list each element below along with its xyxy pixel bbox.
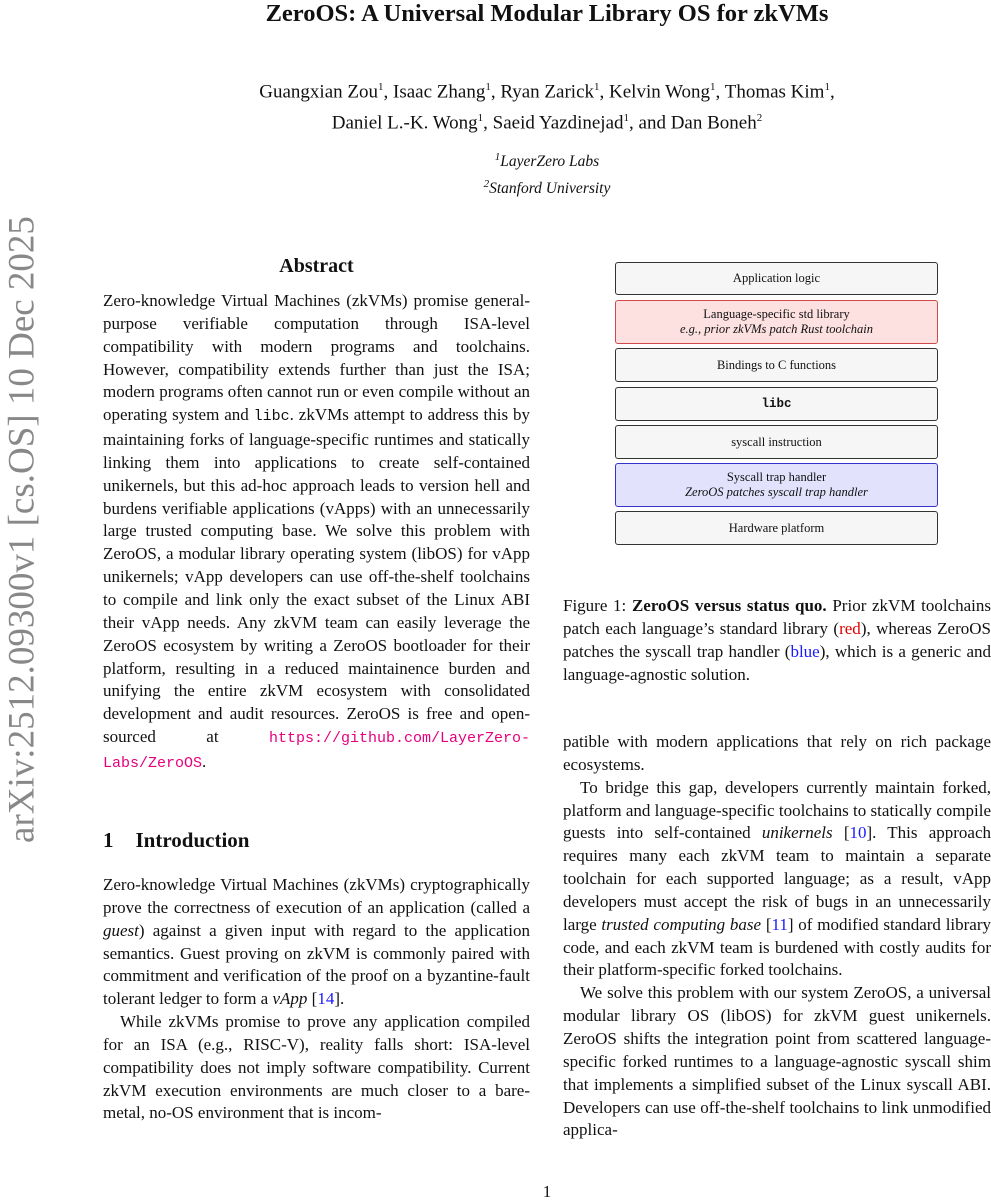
layer-label: Bindings to C functions bbox=[716, 357, 837, 372]
layer-note: ZeroOS patches syscall trap handler bbox=[685, 485, 868, 499]
affiliation-name: LayerZero Labs bbox=[500, 153, 600, 171]
affiliation-marker: 2 bbox=[756, 112, 763, 125]
affiliation-marker: 1 bbox=[623, 112, 630, 125]
layer-label: syscall instruction bbox=[731, 434, 822, 449]
layer-label: libc bbox=[761, 396, 792, 411]
abstract-text bbox=[103, 290, 530, 776]
paragraph: We solve this problem with our system ZeroOS, a universal modular library OS (libOS) for zkVM guest unikernels. ZeroOS shifts the integration point from scattered language-specific forked runtimes to a language-agnostic syscall shim that implements a simplified subset of the Linux syscall ABI. Developers can use off-the-shelf toolchains to link unmodified applica- bbox=[563, 983, 991, 1140]
paragraph: Zero-knowledge Virtual Machines (zkVMs) promise general-purpose verifiable computation through ISA-level compatibility with modern programs and toolchains. However, compatibility extends further than just the ISA; modern programs often cannot run or even compile without an operating system and libc. zkVMs attempt to address this by maintaining forks of language-specific runtimes and statically linking them into applications to create self-contained unikernels, but this ad-hoc approach leads to version hell and burdens verifiable applications (vApps) with an unnecessarily large trusted computing base. We solve this problem with ZeroOS, a modular library operating system (libOS) for vApp unikernels; vApp developers can use off-the-shelf toolchains to compile and link only the exact subset of the Linux ABI their vApp needs. Any zkVM team can easily leverage the ZeroOS ecosystem by writing a ZeroOS bootloader for their platform, resulting in a reduced maintainence burden and unifying the entire zkVM ecosystem with consolidated development and audit resources. ZeroOS is free and open-sourced at https://github.com/LayerZero-Labs/ZeroOS. bbox=[103, 291, 530, 772]
stack-layer bbox=[615, 463, 938, 507]
abstract-heading: Abstract bbox=[279, 255, 354, 277]
paragraph: patible with modern applications that rely on rich package ecosystems. bbox=[563, 732, 991, 774]
paragraph: To bridge this gap, developers currently maintain forked, platform and language-specific toolchains to statically compile guests into self-contained unikernels [10]. This approach requires many each zkVM team to maintain a separate toolchain for each supported language; as a result, vApp developers must accept the risk of bugs in an unnecessarily large trusted computing base [11] of modified standard library code, and each zkVM team is burdened with costly audits for their platform-specific forked toolchains. bbox=[563, 777, 991, 980]
affiliation-marker: 1 bbox=[378, 81, 384, 93]
citation-link[interactable]: 11 bbox=[771, 914, 788, 934]
stack-layer bbox=[615, 348, 938, 382]
section-number: 1 bbox=[103, 828, 114, 852]
colored-text: red bbox=[839, 618, 861, 638]
author-name: Thomas Kim bbox=[724, 81, 825, 103]
author-name: Isaac Zhang bbox=[393, 81, 486, 103]
figure-caption: Figure 1: ZeroOS versus status quo. Prior zkVM toolchains patch each language’s standard library (red), whereas ZeroOS patches the syscall trap handler (blue), which is a generic and language-agnostic solution. bbox=[563, 596, 991, 684]
author-name: Guangxian Zou bbox=[259, 81, 379, 103]
affiliation-marker: 1 bbox=[494, 151, 501, 163]
paragraph: Zero-knowledge Virtual Machines (zkVMs) cryptographically prove the correctness of execution of an application (called a guest) against a given input with regard to the application semantics. Guest proving on zkVM is commonly paired with commitment and verification of the proof on a byzantine-fault tolerant ledger to form a vApp [14]. bbox=[103, 875, 530, 1009]
layer-note: e.g., prior zkVMs patch Rust toolchain bbox=[679, 322, 874, 336]
author-name: and Dan Boneh bbox=[638, 112, 757, 134]
code-text: libc bbox=[253, 408, 290, 426]
author-name: Daniel L.-K. Wong bbox=[331, 112, 478, 134]
affiliation bbox=[103, 146, 991, 173]
page-number: 1 bbox=[542, 1182, 552, 1201]
layer-label: Language-specific std library bbox=[703, 307, 850, 321]
repository-link[interactable]: https://github.com/LayerZero-Labs/ZeroOS bbox=[103, 730, 530, 772]
affiliation-marker: 1 bbox=[485, 81, 491, 93]
citation-link[interactable]: 14 bbox=[317, 989, 335, 1009]
paragraph: While zkVMs promise to prove any application compiled for an ISA (e.g., RISC-V), reality falls short: ISA-level compatibility does not imply software compatibility. Current zkVM execution environments are much closer to a bare-metal, no-OS environment that is incom- bbox=[103, 1012, 530, 1123]
right-column-text bbox=[563, 731, 991, 1142]
section-heading-introduction bbox=[103, 828, 249, 853]
affiliation bbox=[103, 173, 991, 200]
affiliation-marker: 1 bbox=[824, 81, 830, 93]
stack-layer bbox=[615, 425, 938, 459]
author-name: Kelvin Wong bbox=[609, 81, 711, 103]
italic-text: vApp bbox=[272, 989, 308, 1009]
arxiv-stamp: arXiv:2512.09300v1 [cs.OS] 10 Dec 2025 bbox=[1, 216, 43, 843]
affiliation-marker: 1 bbox=[477, 112, 484, 125]
introduction-text bbox=[103, 874, 530, 1125]
affiliations bbox=[103, 146, 991, 200]
affiliation-marker: 2 bbox=[483, 178, 490, 191]
colored-text: blue bbox=[790, 641, 820, 661]
authors-line-2: Daniel L.-K. Wong$^1$, Saeid Yazdinejad$^1$, and Dan Boneh$^2$ bbox=[331, 112, 763, 134]
layer-label: Application logic bbox=[732, 271, 821, 285]
stack-layer bbox=[615, 300, 938, 344]
italic-text: unikernels bbox=[761, 823, 833, 843]
italic-text: trusted computing base bbox=[601, 914, 762, 934]
author-name: Saeid Yazdinejad bbox=[492, 112, 624, 134]
authors bbox=[103, 74, 991, 137]
paper-title: ZeroOS: A Universal Modular Library OS for zkVMs bbox=[265, 0, 829, 27]
section-title: Introduction bbox=[135, 828, 250, 852]
author-name: Ryan Zarick bbox=[500, 81, 595, 103]
stack-layer bbox=[615, 262, 938, 295]
layer-label: Syscall trap handler bbox=[726, 470, 827, 484]
layer-label: Hardware platform bbox=[728, 520, 825, 535]
italic-text: guest bbox=[103, 920, 139, 940]
citation-link[interactable]: 10 bbox=[849, 823, 867, 843]
affiliation-marker: 1 bbox=[710, 81, 716, 93]
authors-line-1: Guangxian Zou$^1$, Isaac Zhang$^1$, Ryan Zarick$^1$, Kelvin Wong$^1$, Thomas Kim$^1$, bbox=[259, 81, 835, 103]
affiliation-name: Stanford University bbox=[489, 180, 611, 198]
stack-layer bbox=[615, 387, 938, 421]
stack-layer bbox=[615, 511, 938, 545]
affiliation-marker: 1 bbox=[594, 81, 600, 93]
bold-text: ZeroOS versus status quo. bbox=[631, 596, 827, 615]
